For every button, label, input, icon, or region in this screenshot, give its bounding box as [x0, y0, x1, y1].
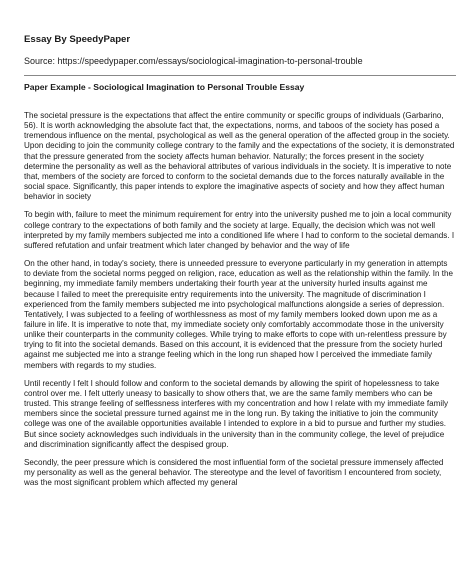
paragraph: Secondly, the peer pressure which is considered the most influential form of the societal pressure immensely affected my personality as well as the general behavior. The stereotype and the level of favoritism I encountered from society, was the most significant problem which affected my general	[24, 457, 444, 488]
paragraph: Until recently I felt I should follow and conform to the societal demands by allowing the spirit of hopelessness to take control over me. I felt utterly uneasy to basically to show others that, we are the same family members who can be trusted. This strange feeling of selflessness interferes with my concentration and how I relate with my immediate family members since the societal pressure turned against me in the long run. By taking the initiative to join the community college was one of the available opportunities available I intended to explore in a bid to pursue and further my studies. But since society acknowledges such individuals in the university than in the community college, the level of prejudice and discrimination significantly affect the despised group.	[24, 378, 449, 449]
paper-title: Paper Example - Sociological Imagination to Personal Trouble Essay	[24, 82, 305, 92]
paragraph: On the other hand, in today's society, there is unneeded pressure to everyone particularly in my generation in attempts to deviate from the societal norms pegged on religion, race, education as well as the relationship within the family. In the beginning, my immediate family members undertaking their fourth year at the university hurled insults against me because I failed to meet the prerequisite entry requirements into the university. The magnitude of discrimination I experienced from the family members subjected me into psychological malfunctions alongside a series of depression. Tentatively, I was subjected to a feeling of worthlessness as most of my family members looked down upon me as a failure in life. It is imperative to note that, my immediate society only comfortably accommodate those in the university unlike their counterparts in the community colleges. While trying to make efforts to cope with un-relentless pressure by trying to fit into the societal demands. Based on this account, it is evidenced that the pressure from the society hurled against me subjected me into a strange feeling which in the long run shaped how I perceived the immediate family members with regards to my studies.	[24, 259, 454, 370]
source-line: Source: https://speedypaper.com/essays/sociological-imagination-to-personal-trouble	[24, 56, 363, 66]
essay-body	[24, 111, 456, 488]
header-divider	[24, 75, 456, 76]
paragraph: The societal pressure is the expectations that affect the entire community or specific groups of individuals (Garbarino, 56). It is worth acknowledging the absolute fact that, the expectations, norms, and taboos of the society has posed a tremendous influence on the mental, psychological as well as the general operation of the affected group in the society. Upon deciding to join the community college contrary to the family and the expectations of the society, it is demonstrated that the pressure generated from the society affects human behavior. Naturally; the forces present in the society determine the personality as well as the behavioral attributes of various individuals in the society. It is imperative to note that, members of the society are forced to conform to the societal demands due to the forces naturally available in the social space. Significantly, this paper intends to explore the imaginative aspects of society and how they affect human behavior in society	[24, 111, 455, 202]
paragraph: To begin with, failure to meet the minimum requirement for entry into the university pushed me to join a local community college contrary to the expectations of both family and the society at large. Equally, the decision which was not well interpreted by my family members subjected me into a conditioned life where I had to conform to the societal demands. I suffered refutation and unfair treatment which later changed by behavior and the way of life	[24, 210, 455, 250]
site-title: Essay By SpeedyPaper	[24, 34, 131, 45]
